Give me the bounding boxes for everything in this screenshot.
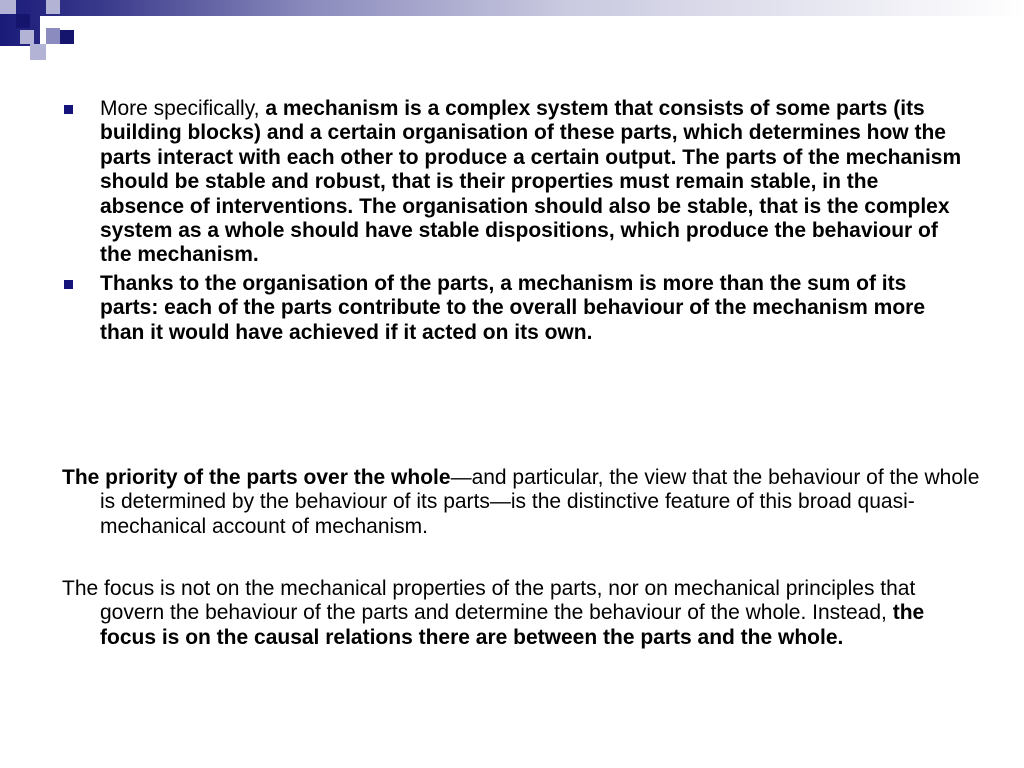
bullet-list [62,97,962,349]
paragraph-bold-text: the focus is on the causal relations there are between the parts and the whole. [100,601,925,649]
bullet-bold-text: Thanks to the organisation of the parts, a mechanism is more than the sum of its parts: each of the parts contribute to the overall behaviour of the mechanism more than it would have achieved if it acted on its own. [100,271,925,344]
square-bullet-icon [64,280,73,289]
paragraph-bold-text: The priority of the parts over the whole [62,466,451,489]
square-bullet-icon [64,105,73,114]
bullet-item [62,97,962,268]
paragraph-text: The focus is not on the mechanical properties of the parts, nor on mechanical principles that govern the behaviour of the parts and determine the behaviour of the whole. Instead, [62,577,916,625]
bullet-bold-text: a mechanism is a complex system that consists of some parts (its building blocks) and a certain organisation of these parts, which determines how the parts interact with each other to produce a certain output. The parts of the mechanism should be stable and robust, that is their properties must remain stable, in the absence of interventions. The organisation should also be stable, that is the complex system as a whole should have stable dispositions, which produce the behaviour of the mechanism. [100,97,962,267]
paragraph-focus [62,577,980,650]
bullet-item [62,272,962,345]
paragraph-priority [62,466,980,539]
bullet-lead-text: More specifically, [100,97,266,120]
paragraph-text: —and particular, the view that the behaviour of the whole is determined by the behaviour of its parts—is the distinctive feature of this broad quasi-mechanical account of mechanism. [100,466,980,538]
